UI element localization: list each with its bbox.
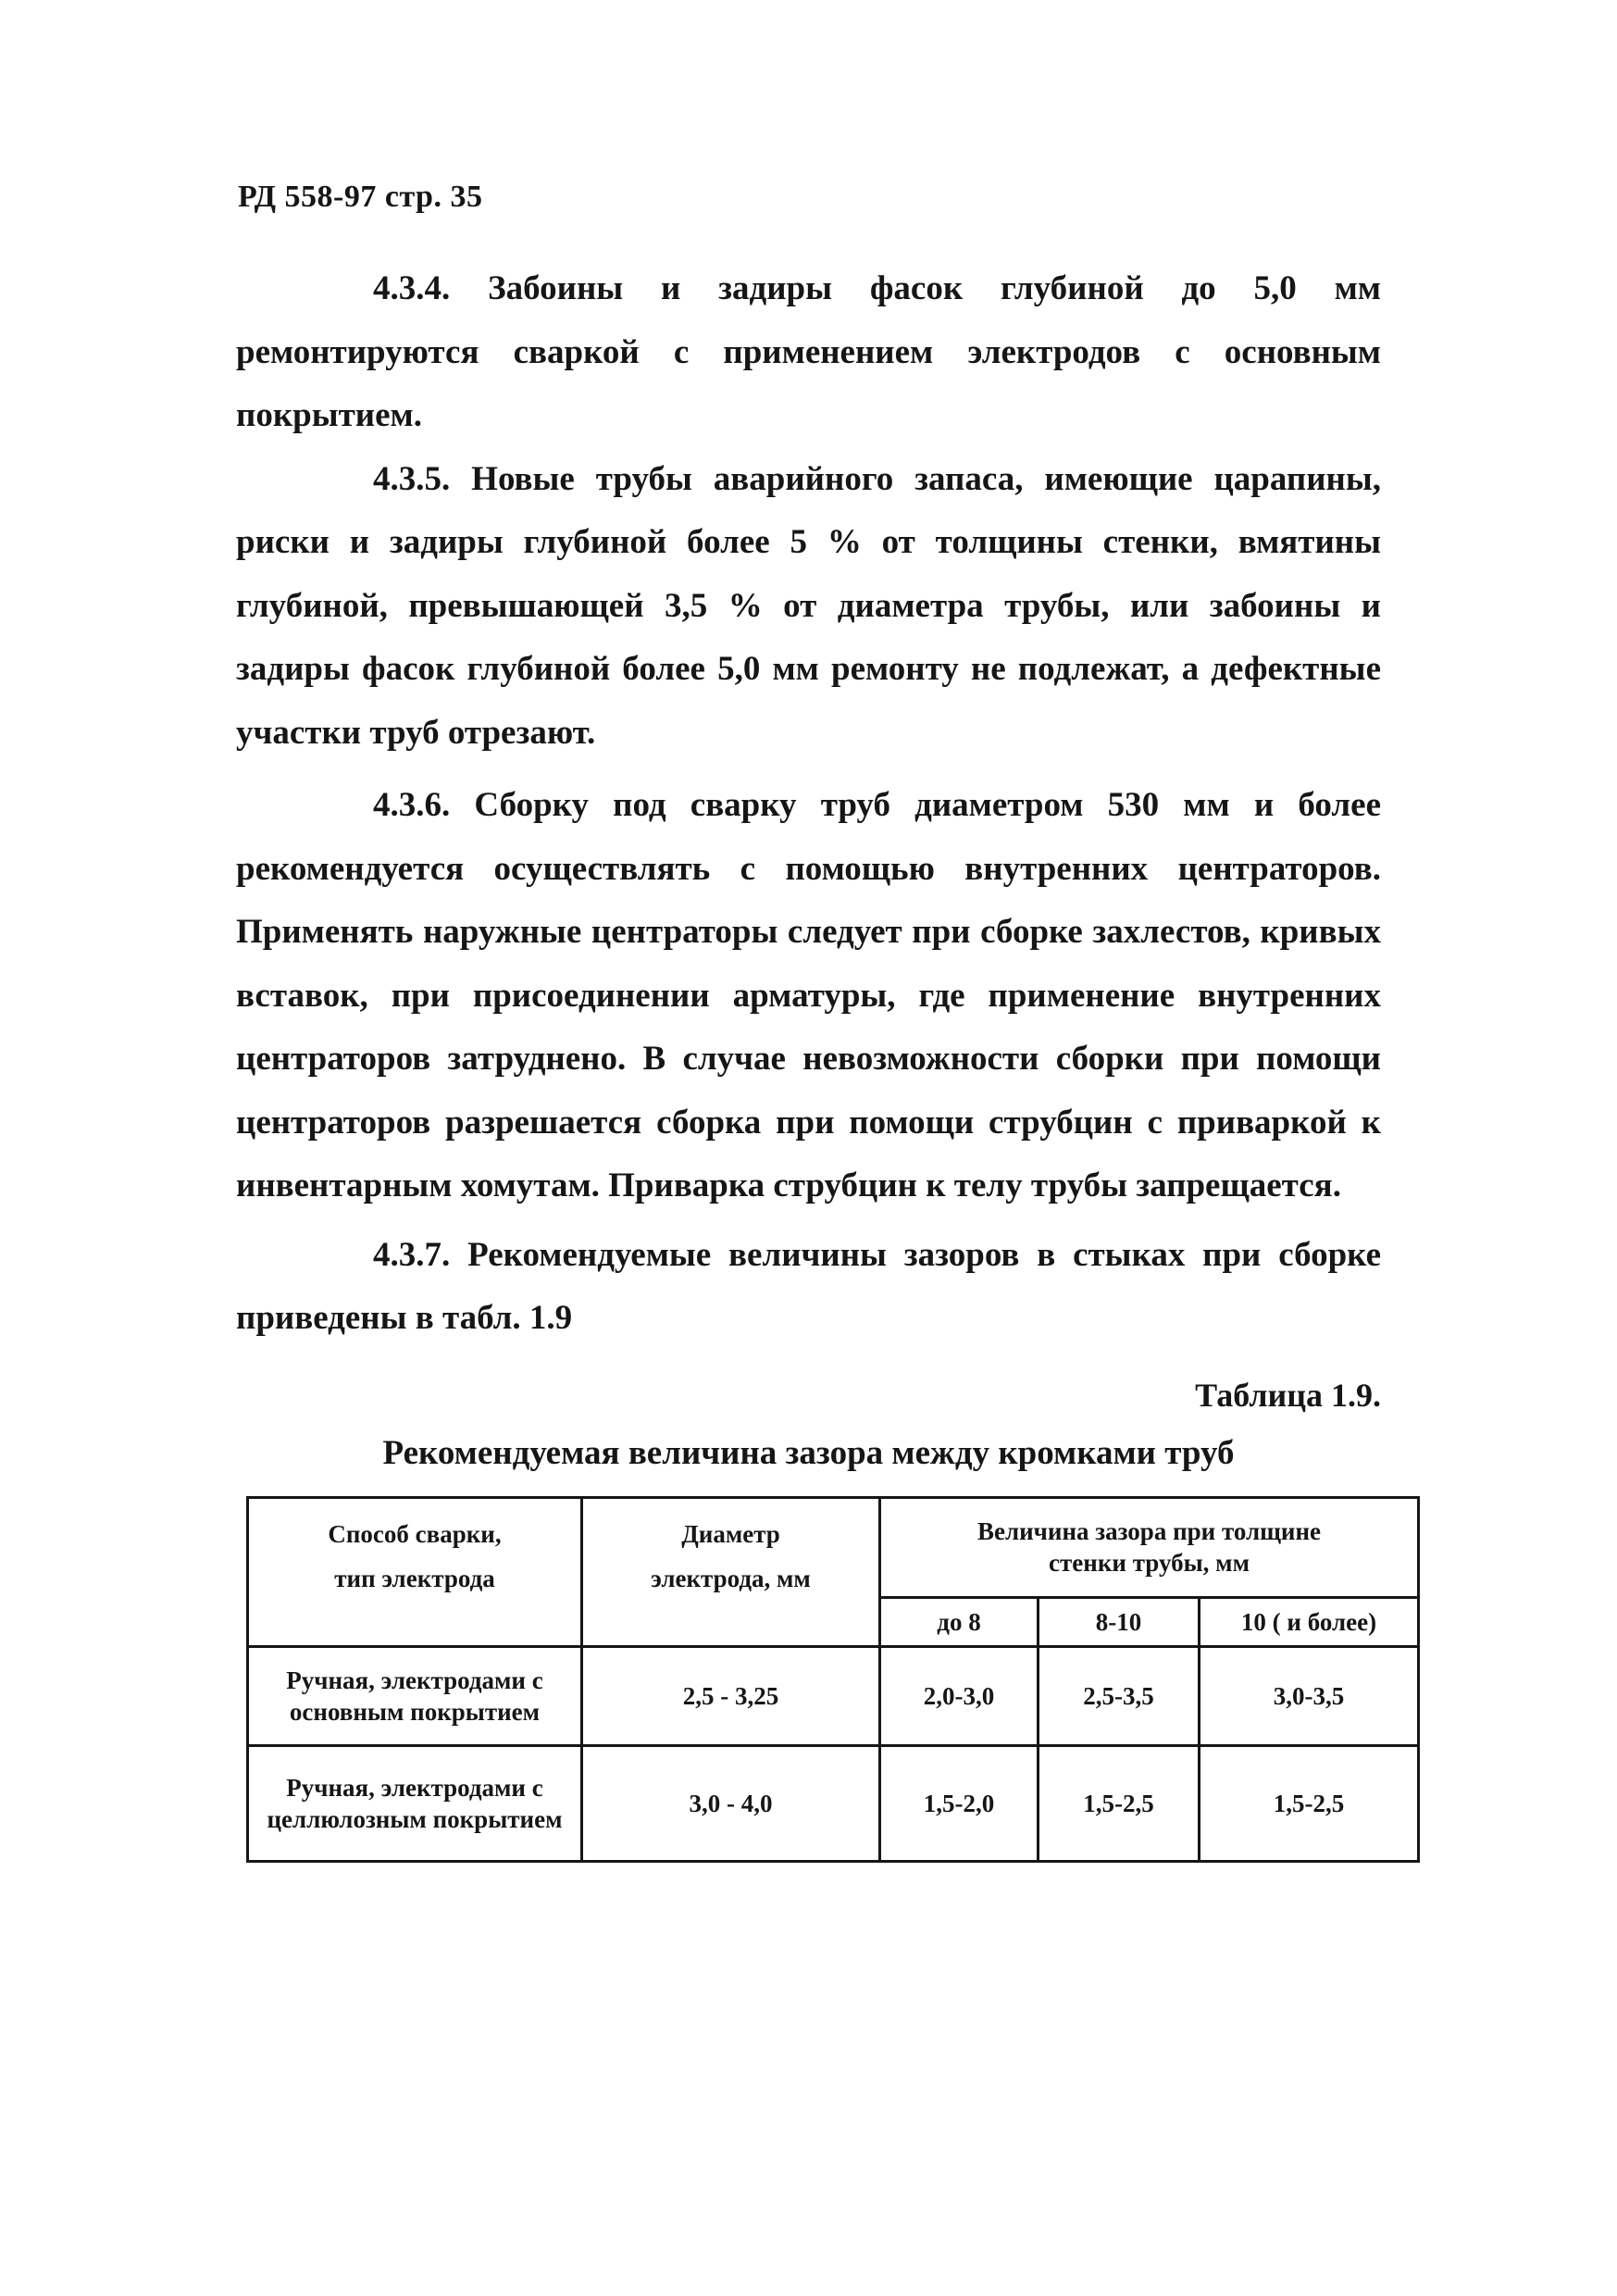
header-welding-method [248,1498,582,1647]
gap-table [246,1496,1420,1863]
header-method-line2: тип электрода [334,1565,495,1592]
page-header: РД 558-97 стр. 35 [238,180,483,214]
header-thickness-10-plus: 10 ( и более) [1200,1597,1419,1646]
header-method-line1: Способ сварки, [328,1520,502,1548]
header-gap-line1: Величина зазора при толщине [976,1517,1322,1546]
document-body [236,257,1381,1351]
cell-gap-10-plus: 3,0-3,5 [1200,1647,1419,1746]
header-electrode-diameter [582,1498,880,1647]
table-caption: Таблица 1.9. [1195,1377,1381,1414]
header-gap-value [880,1498,1419,1598]
header-thickness-8-10: 8-10 [1039,1597,1200,1646]
table-title: Рекомендуемая величина зазора между кромками труб [382,1434,1235,1472]
cell-diameter: 2,5 - 3,25 [582,1647,880,1746]
cell-gap-10-plus: 1,5-2,5 [1200,1745,1419,1861]
cell-method: Ручная, электродами с основным покрытием [248,1647,582,1746]
paragraph-4-3-4: 4.3.4. Забоины и задиры фасок глубиной до 5,0 мм ремонтируются сваркой с применением электродов с основным покрытием. [236,269,1381,434]
header-thickness-upto-8: до 8 [880,1597,1039,1646]
cell-diameter: 3,0 - 4,0 [582,1745,880,1861]
paragraph-4-3-5: 4.3.5. Новые трубы аварийного запаса, имеющие царапины, риски и задиры глубиной более 5 % от толщины стенки, вмятины глубиной, превышающей 3,5 % от диаметра трубы, или забоины и задиры фасок глубиной более 5,0 мм ремонту не подлежат, а дефектные участки труб отрезают. [236,459,1381,752]
cell-gap-8-10: 2,5-3,5 [1039,1647,1200,1746]
cell-gap-upto-8: 1,5-2,0 [880,1745,1039,1861]
header-gap-line2: стенки трубы, мм [1049,1549,1250,1578]
table-header-row [248,1498,1419,1598]
table-row [248,1745,1419,1861]
cell-gap-8-10: 1,5-2,5 [1039,1745,1200,1861]
paragraph-4-3-6: 4.3.6. Сборку под сварку труб диаметром 530 мм и более рекомендуется осуществлять с помощью внутренних центраторов. Применять наружные центраторы следует при сборке захлестов, кривых вставок, при присоединении арматуры, где применение внутренних центраторов затруднено. В случае невозможности сборки при помощи центраторов разрешается сборка при помощи струбцин с приваркой к инвентарным хомутам. Приварка струбцин к телу трубы запрещается. [236,786,1381,1204]
cell-gap-upto-8: 2,0-3,0 [880,1647,1039,1746]
cell-method: Ручная, электродами с целлюлозным покрытием [248,1745,582,1861]
table-row [248,1647,1419,1746]
paragraph-4-3-7: 4.3.7. Рекомендуемые величины зазоров в стыках при сборке приведены в табл. 1.9 [236,1235,1381,1337]
header-diameter-line1: Диаметр [681,1520,780,1548]
header-diameter-line2: электрода, мм [651,1565,811,1592]
